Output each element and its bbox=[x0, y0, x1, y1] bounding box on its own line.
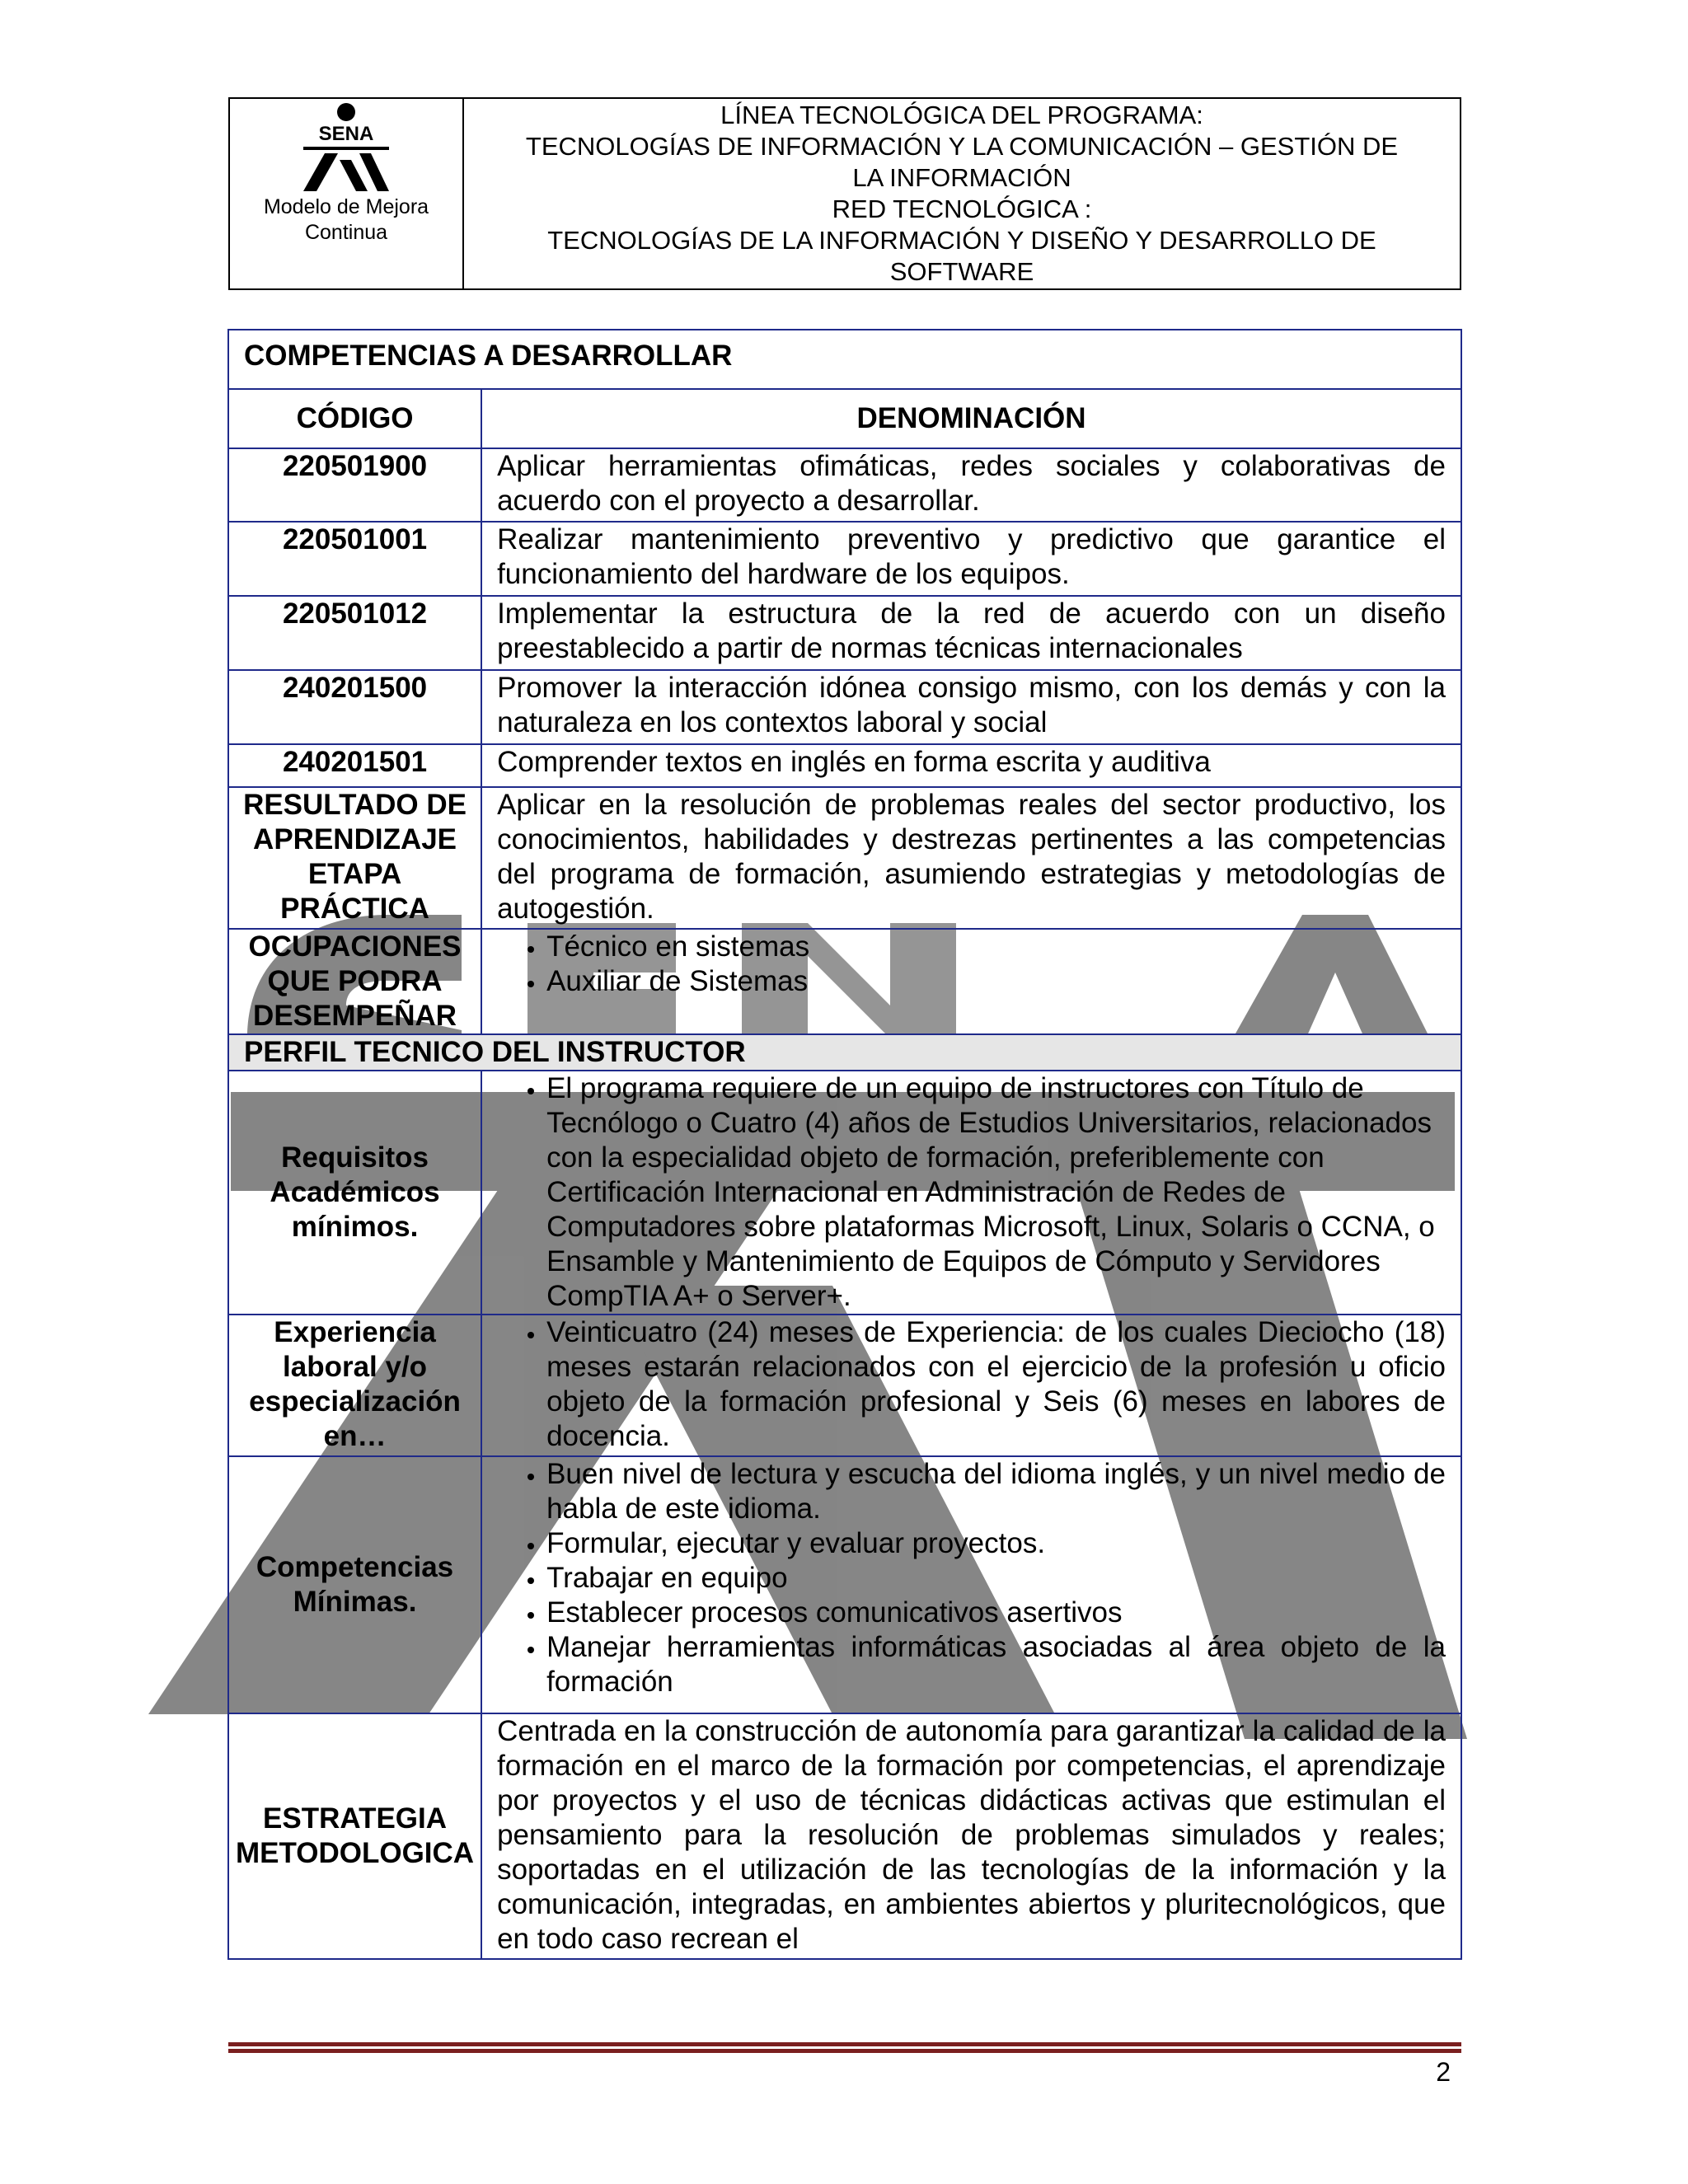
competence-code: 220501012 bbox=[228, 596, 481, 670]
label-line: QUE PODRA bbox=[267, 965, 443, 997]
label-line: APRENDIZAJE bbox=[253, 823, 457, 855]
label-line: Académicos bbox=[270, 1176, 440, 1208]
list-item: • Técnico en sistemas bbox=[546, 930, 1446, 964]
logo-text: SENA bbox=[318, 123, 374, 145]
list-item: • El programa requiere de un equipo de instructores con Título de Tecnólogo o Cuatro (4) años de Estudios Universitarios, relacionados con la especialidad objeto de formación, preferiblemente con Certificación Internacional en Administración de Redes de Computadores sobre plataformas Microsoft, Linux, Solaris o CCNA, o Ensamble y Mantenimiento de Equipos de Cómputo y Servidores CompTIA A+ o Server+. bbox=[546, 1071, 1446, 1314]
table-row bbox=[228, 522, 1461, 596]
label-line: ETAPA bbox=[307, 858, 402, 890]
competencias-section-title: COMPETENCIAS A DESARROLLAR bbox=[228, 330, 1461, 389]
label-line: DESEMPEÑAR bbox=[253, 1000, 457, 1032]
list-item: • Veinticuatro (24) meses de Experiencia: de los cuales Dieciocho (18) meses estarán relacionados con el ejercicio de la profesión u oficio objeto de la formación profesional y Seis (6) meses en labores de docencia. bbox=[546, 1315, 1446, 1454]
title-line: TECNOLOGÍAS DE INFORMACIÓN Y LA COMUNICACIÓN – GESTIÓN DE bbox=[525, 132, 1399, 161]
table-row bbox=[228, 596, 1461, 670]
label-line: PRÁCTICA bbox=[280, 893, 429, 925]
requisitos-list-cell bbox=[481, 1071, 1461, 1315]
title-line: LÍNEA TECNOLÓGICA DEL PROGRAMA: bbox=[720, 101, 1203, 129]
list-item: • Establecer procesos comunicativos asertivos bbox=[546, 1596, 1446, 1630]
title-line: SOFTWARE bbox=[889, 257, 1034, 286]
sena-logo-icon bbox=[288, 102, 404, 194]
label-line: laboral y/o bbox=[283, 1351, 428, 1383]
logo-cell bbox=[230, 99, 464, 288]
program-title bbox=[464, 99, 1460, 288]
competencias-minimas-label bbox=[228, 1456, 481, 1713]
resultado-label bbox=[228, 787, 481, 929]
experiencia-label bbox=[228, 1315, 481, 1456]
table-row bbox=[228, 670, 1461, 744]
logo-caption-line-1: Modelo de Mejora bbox=[263, 195, 429, 218]
label-line: METODOLOGICA bbox=[236, 1837, 475, 1869]
title-line: TECNOLOGÍAS DE LA INFORMACIÓN Y DISEÑO Y DESARROLLO DE bbox=[547, 226, 1376, 255]
label-line: en… bbox=[323, 1420, 387, 1452]
list-item: • Auxiliar de Sistemas bbox=[546, 964, 1446, 999]
list-item: • Buen nivel de lectura y escucha del idioma inglés, y un nivel medio de habla de este idioma. bbox=[546, 1457, 1446, 1526]
ocupaciones-list bbox=[497, 930, 1446, 999]
requisitos-list bbox=[497, 1071, 1446, 1314]
label-line: OCUPACIONES bbox=[248, 930, 462, 963]
resultado-text: Aplicar en la resolución de problemas reales del sector productivo, los conocimientos, habilidades y destrezas pertinentes a las competencias del programa de formación, asumiendo estrategias y metodologías de autogestión. bbox=[481, 787, 1461, 929]
competence-text: Promover la interacción idónea consigo mismo, con los demás y con la naturaleza en los contextos laboral y social bbox=[481, 670, 1461, 744]
perfil-section-title: PERFIL TECNICO DEL INSTRUCTOR bbox=[228, 1034, 1461, 1071]
column-header-code: CÓDIGO bbox=[228, 389, 481, 448]
label-line: Requisitos bbox=[281, 1141, 429, 1174]
logo-caption-line-2: Continua bbox=[304, 221, 388, 244]
label-line: mínimos. bbox=[291, 1211, 419, 1243]
page-number: 2 bbox=[1436, 2057, 1451, 2087]
experiencia-list-cell bbox=[481, 1315, 1461, 1456]
competencias-minimas-list bbox=[497, 1457, 1446, 1699]
label-line: Experiencia bbox=[274, 1316, 436, 1348]
competence-text: Comprender textos en inglés en forma escrita y auditiva bbox=[481, 744, 1461, 787]
ocupaciones-list-cell bbox=[481, 929, 1461, 1034]
list-item: • Formular, ejecutar y evaluar proyectos. bbox=[546, 1526, 1446, 1561]
competencias-minimas-row bbox=[228, 1456, 1461, 1713]
requisitos-row bbox=[228, 1071, 1461, 1315]
list-item: • Manejar herramientas informáticas asociadas al área objeto de la formación bbox=[546, 1630, 1446, 1699]
list-item: • Trabajar en equipo bbox=[546, 1561, 1446, 1596]
column-header-name: DENOMINACIÓN bbox=[481, 389, 1461, 448]
experiencia-list bbox=[497, 1315, 1446, 1454]
label-line: RESULTADO DE bbox=[243, 789, 467, 821]
table-row bbox=[228, 744, 1461, 787]
table-row bbox=[228, 448, 1461, 522]
competence-code: 240201501 bbox=[228, 744, 481, 787]
competence-text: Aplicar herramientas ofimáticas, redes sociales y colaborativas de acuerdo con el proyecto a desarrollar. bbox=[481, 448, 1461, 522]
label-line: Mínimas. bbox=[293, 1586, 417, 1618]
competence-text: Realizar mantenimiento preventivo y predictivo que garantice el funcionamiento del hardware de los equipos. bbox=[481, 522, 1461, 596]
document-header bbox=[228, 97, 1461, 290]
estrategia-label bbox=[228, 1713, 481, 1959]
competence-code: 240201500 bbox=[228, 670, 481, 744]
title-line: RED TECNOLÓGICA : bbox=[832, 194, 1092, 223]
label-line: Competencias bbox=[256, 1551, 454, 1583]
label-line: ESTRATEGIA bbox=[263, 1802, 448, 1835]
competence-code: 220501900 bbox=[228, 448, 481, 522]
title-line: LA INFORMACIÓN bbox=[852, 163, 1071, 192]
requisitos-label bbox=[228, 1071, 481, 1315]
competence-text: Implementar la estructura de la red de acuerdo con un diseño preestablecido a partir de normas técnicas internacionales bbox=[481, 596, 1461, 670]
competencias-minimas-list-cell bbox=[481, 1456, 1461, 1713]
label-line: especialización bbox=[249, 1385, 461, 1418]
competence-code: 220501001 bbox=[228, 522, 481, 596]
ocupaciones-row bbox=[228, 929, 1461, 1034]
experiencia-row bbox=[228, 1315, 1461, 1456]
ocupaciones-label bbox=[228, 929, 481, 1034]
resultado-row bbox=[228, 787, 1461, 929]
estrategia-text: Centrada en la construcción de autonomía para garantizar la calidad de la formación en el marco de la formación por competencias, el aprendizaje por proyectos y el uso de técnicas didácticas activas que estimulan el pensamiento para la resolución de problemas simulados y reales; soportadas en el utilización de las tecnologías de la información y la comunicación, integradas, en ambientes abiertos y pluritecnológicos, que en todo caso recrean el bbox=[481, 1713, 1461, 1959]
estrategia-row bbox=[228, 1713, 1461, 1959]
program-table bbox=[227, 329, 1462, 1960]
footer-rule bbox=[228, 2042, 1461, 2054]
